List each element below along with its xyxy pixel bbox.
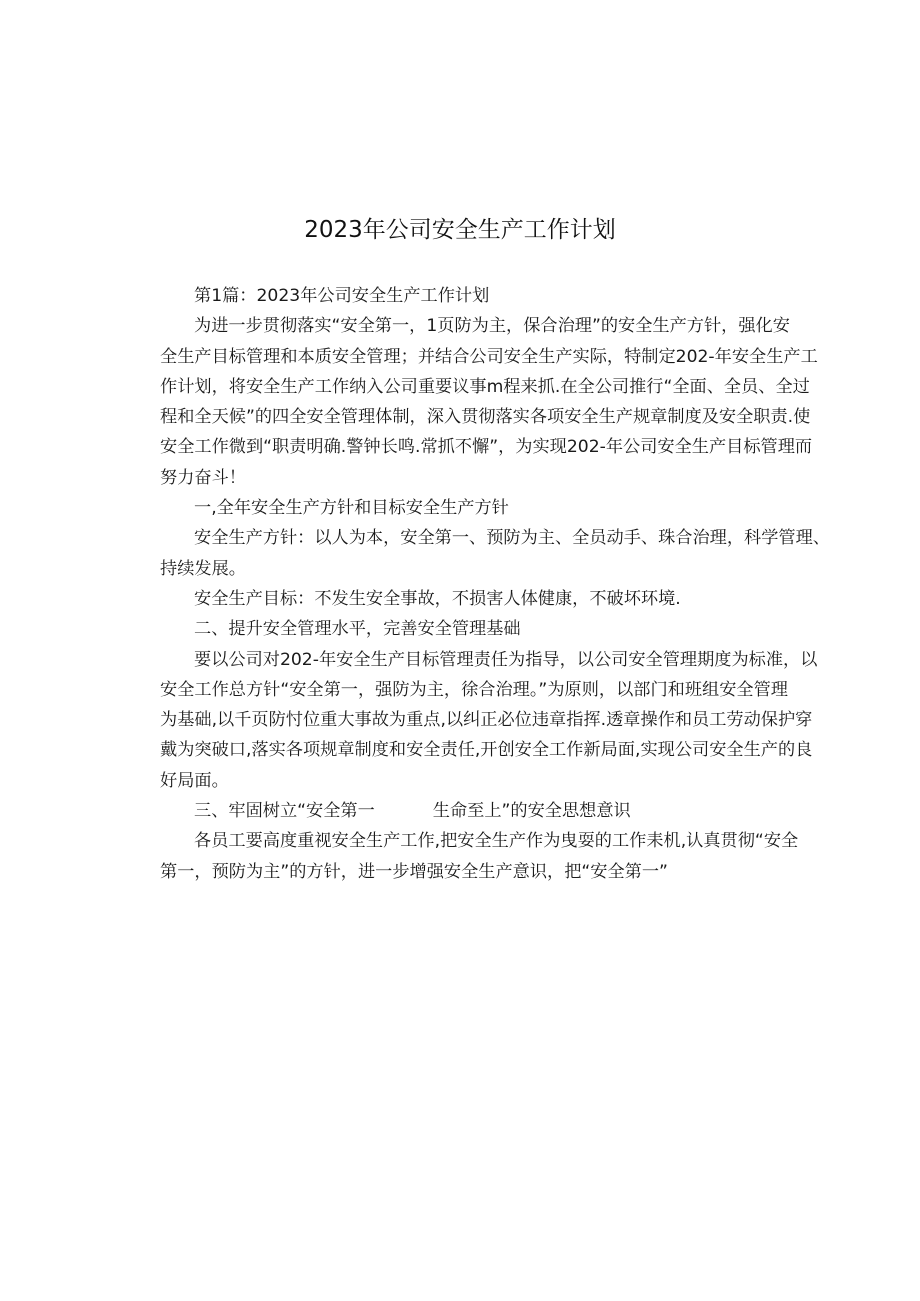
paragraph-line: 要以公司对202-年安全生产目标管理责任为指导，以公司安全管理期度为标准，以: [194, 649, 818, 670]
paragraph-line: 好局面。: [160, 770, 229, 791]
document-title: 2023年公司安全生产工作计划: [304, 217, 616, 243]
paragraph-line: 安全生产方针：以人为本，安全第一、预防为主、全员动手、珠合治理，科学管理、: [194, 528, 830, 549]
paragraph-line: 全生产目标管理和本质安全管理；并结合公司安全生产实际，特制定202-年安全生产工: [160, 346, 818, 367]
section-heading: 二、提升安全管理水平，完善安全管理基础: [194, 619, 521, 640]
paragraph-line: 努力奋斗！: [160, 467, 246, 488]
section-heading-part-b: 生命至上”的安全思想意识: [432, 801, 631, 822]
paragraph-line: 为进一步贯彻落实“安全第一，1页防为主，保合治理”的安全生产方针，强化安: [194, 316, 790, 337]
section-heading: 一,全年安全生产方针和目标安全生产方针: [194, 498, 509, 519]
paragraph-line: 安全工作总方针“安全第一，强防为主，徐合治理。”为原则，以部门和班组安全管理: [160, 679, 788, 700]
paragraph-line: 各员工要高度重视安全生产工作,把安全生产作为曳耍的工作耒机,认真贯彻“安全: [194, 831, 799, 852]
paragraph-line: 安全工作微到“职责明确.警钟长鸣.常抓不懈”，为实现202-年公司安全生产目标管理而: [160, 437, 813, 458]
paragraph-line: 为基础,以千页防忖位重大事故为重点,以纠正必位违章指挥.透章操作和员工劳动保护穿: [160, 710, 813, 731]
paragraph-line: 安全生产目标：不发生安全事故，不损害人体健康，不破坏环境.: [194, 588, 681, 609]
section-heading-part-a: 三、牢固树立“安全第一: [194, 801, 375, 822]
paragraph-line: 程和全天候”的四全安全管理体制，深入贯彻落实各项安全生产规章制度及安全职责.使: [160, 407, 811, 428]
document-body: [160, 281, 830, 887]
paragraph-line: 作计划，将安全生产工作纳入公司重要议事m程来抓.在全公司推行“全面、全员、全过: [160, 376, 810, 397]
paragraph-line: 戴为突破口,落实各项规章制度和安全责任,开创安全工作新局面,实现公司安全生产的良: [160, 740, 813, 761]
section-heading: 第1篇：2023年公司安全生产工作计划: [194, 286, 490, 306]
section-heading: [160, 796, 760, 826]
paragraph-line: 持续发展。: [160, 558, 246, 579]
paragraph-line: 第一，预防为主”的方针，进一步增强安全生产意识，把“安全第一”: [160, 861, 668, 882]
